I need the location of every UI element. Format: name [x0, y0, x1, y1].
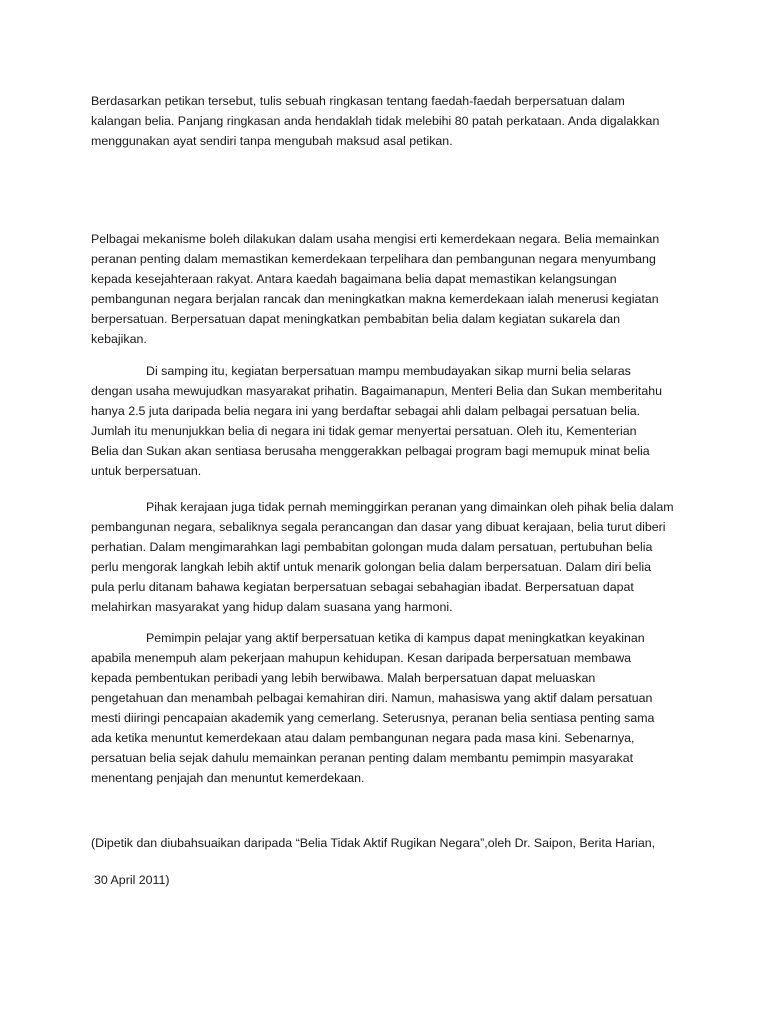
source-citation-line: (Dipetik dan diubahsuaikan daripada “Belia Tidak Aktif Rugikan Negara”,oleh Dr. Saipon, Berita Harian,: [91, 836, 656, 850]
paragraph-line: pula perlu ditanam bahawa kegiatan berpersatuan sebagai sebahagian ibadat. Berpersatuan dapat: [91, 580, 634, 594]
paragraph-line: perhatian. Dalam mengimarahkan lagi pembabitan golongan muda dalam persatuan, pertubuhan belia: [91, 540, 653, 554]
instructions-line: kalangan belia. Panjang ringkasan anda hendaklah tidak melebihi 80 patah perkataan. Anda digalakkan: [91, 114, 660, 128]
source-date: [94, 870, 684, 890]
paragraph-line: pembangunan negara berjalan rancak dan meningkatkan makna kemerdekaan ialah menerusi kegiatan: [91, 292, 659, 306]
paragraph-line: peranan penting dalam memastikan kemerdekaan terpelihara dan pembangunan negara menyumbang: [91, 252, 656, 266]
paragraph-line: dengan usaha mewujudkan masyarakat prihatin. Bagaimanapun, Menteri Belia dan Sukan memberitahu: [91, 384, 663, 398]
paragraph-2: [91, 361, 681, 481]
source-citation-line: 30 April 2011): [94, 873, 170, 887]
paragraph-4: [91, 628, 681, 788]
instructions-line: menggunakan ayat sendiri tanpa mengubah maksud asal petikan.: [91, 134, 453, 148]
paragraph-line: untuk berpersatuan.: [91, 464, 202, 478]
instructions-text: [91, 91, 681, 151]
paragraph-line: pembangunan negara, sebaliknya segala perancangan dan dasar yang dibuat kerajaan, belia turut diberi: [91, 520, 666, 534]
instructions-line: Berdasarkan petikan tersebut, tulis sebuah ringkasan tentang faedah-faedah berpersatuan dalam: [91, 94, 625, 108]
paragraph-line: berpersatuan. Berpersatuan dapat meningkatkan pembabitan belia dalam kegiatan sukarela dan: [91, 312, 621, 326]
paragraph-3: [91, 497, 681, 617]
paragraph-line: melahirkan masyarakat yang hidup dalam suasana yang harmoni.: [91, 600, 453, 614]
paragraph-line: Belia dan Sukan akan sentiasa berusaha menggerakkan pelbagai program bagi memupuk minat belia: [91, 444, 650, 458]
paragraph-line: pengetahuan dan menambah pelbagai kemahiran diri. Namun, mahasiswa yang aktif dalam persatuan: [91, 691, 653, 705]
paragraph-line: mesti diiringi pencapaian akademik yang cemerlang. Seterusnya, peranan belia sentiasa penting sama: [91, 711, 655, 725]
paragraph-line: hanya 2.5 juta daripada belia negara ini yang berdaftar sebagai ahli dalam pelbagai persatuan belia.: [91, 404, 641, 418]
paragraph-line: apabila menempuh alam pekerjaan mahupun kehidupan. Kesan daripada berpersatuan membawa: [91, 651, 632, 665]
paragraph-line: Pemimpin pelajar yang aktif berpersatuan ketika di kampus dapat meningkatkan keyakinan: [146, 631, 645, 645]
paragraph-line: kepada kesejahteraan rakyat. Antara kaedah bagaimana belia dapat memastikan kelangsungan: [91, 272, 617, 286]
source-citation: [91, 833, 681, 853]
paragraph-1: [91, 229, 681, 349]
paragraph-line: ada ketika menuntut kemerdekaan atau dalam pembangunan negara pada masa kini. Sebenarnya,: [91, 731, 635, 745]
paragraph-line: Jumlah itu menunjukkan belia di negara ini tidak gemar menyertai persatuan. Oleh itu, Kementerian: [91, 424, 637, 438]
paragraph-line: menentang penjajah dan menuntut kemerdekaan.: [91, 771, 365, 785]
paragraph-line: Pihak kerajaan juga tidak pernah meminggirkan peranan yang dimainkan oleh pihak belia dalam: [146, 500, 674, 514]
paragraph-line: kepada pembentukan peribadi yang lebih berwibawa. Malah berpersatuan dapat meluaskan: [91, 671, 596, 685]
paragraph-line: Pelbagai mekanisme boleh dilakukan dalam usaha mengisi erti kemerdekaan negara. Belia memainkan: [91, 232, 660, 246]
paragraph-line: Di samping itu, kegiatan berpersatuan mampu membudayakan sikap murni belia selaras: [146, 364, 631, 378]
paragraph-line: persatuan belia sejak dahulu memainkan peranan penting dalam membantu pemimpin masyarakat: [91, 751, 634, 765]
paragraph-line: perlu mengorak langkah lebih aktif untuk menarik golongan belia dalam berpersatuan. Dalam diri belia: [91, 560, 651, 574]
paragraph-line: kebajikan.: [91, 332, 147, 346]
